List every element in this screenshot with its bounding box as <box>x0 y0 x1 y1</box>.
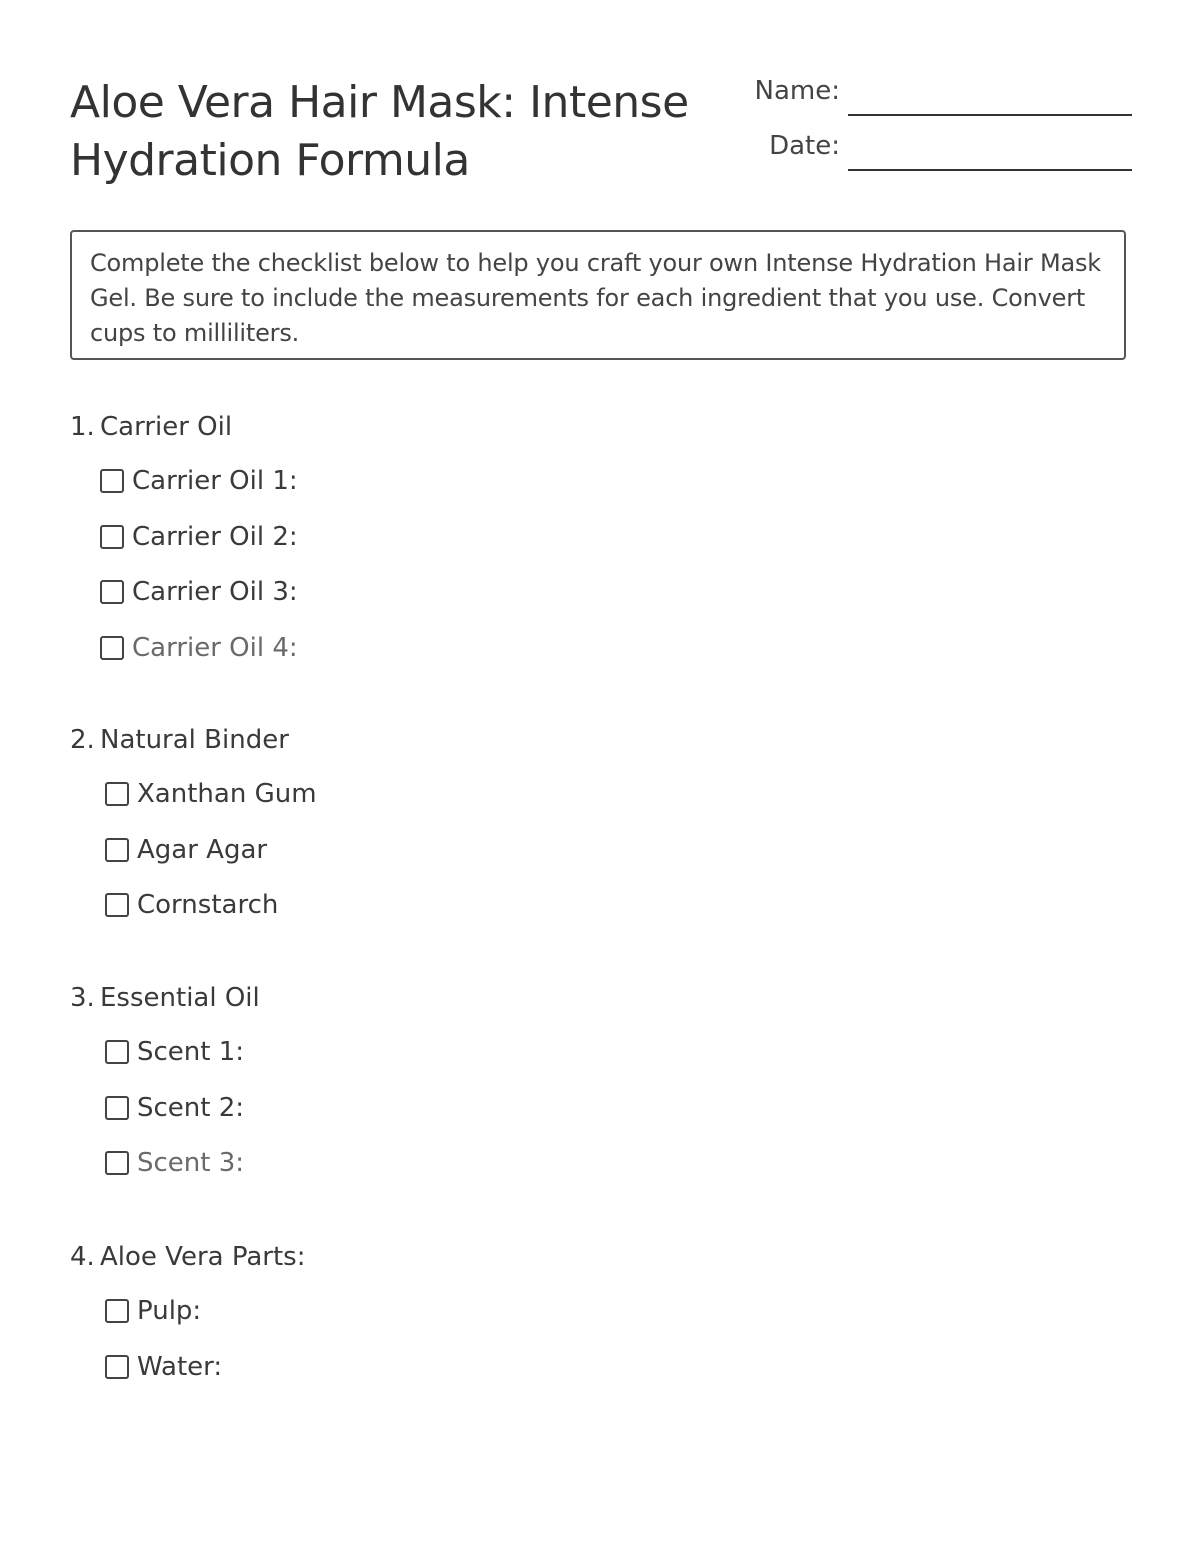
checkbox[interactable] <box>105 838 129 862</box>
section-carrier-oil <box>70 409 770 685</box>
checkbox[interactable] <box>105 1299 129 1323</box>
section-title: Natural Binder <box>100 725 289 755</box>
section-title: Aloe Vera Parts: <box>100 1242 306 1272</box>
checklist-item[interactable] <box>105 832 770 888</box>
checklist-item-label: Scent 2: <box>137 1092 245 1123</box>
checklist-item[interactable] <box>105 1090 770 1146</box>
section-number: 2. <box>70 725 95 755</box>
checkbox[interactable] <box>105 782 129 806</box>
checklist <box>70 1034 770 1201</box>
checklist <box>70 463 770 685</box>
checklist-item-label: Cornstarch <box>137 890 279 920</box>
checkbox[interactable] <box>105 1040 129 1064</box>
checklist-item-label: Carrier Oil 4: <box>132 632 298 663</box>
checklist-item[interactable] <box>100 519 770 575</box>
name-row <box>740 76 1132 116</box>
section-heading <box>70 722 770 758</box>
checklist-item[interactable] <box>100 630 770 686</box>
checklist-item[interactable] <box>105 887 770 943</box>
checkbox[interactable] <box>100 636 124 660</box>
checklist-item[interactable] <box>105 1034 770 1090</box>
section-heading <box>70 409 770 445</box>
section-title: Essential Oil <box>100 983 260 1013</box>
checkbox[interactable] <box>100 580 124 604</box>
section-heading <box>70 1239 770 1275</box>
checkbox[interactable] <box>100 525 124 549</box>
section-number: 3. <box>70 983 95 1013</box>
checklist <box>70 776 770 943</box>
date-label: Date: <box>769 131 840 161</box>
checkbox[interactable] <box>100 469 124 493</box>
checklist-item[interactable] <box>105 1293 770 1349</box>
date-field-line[interactable] <box>848 169 1132 171</box>
checklist-item-label: Agar Agar <box>137 834 268 865</box>
section-number: 4. <box>70 1242 95 1272</box>
checklist-item[interactable] <box>105 1349 770 1405</box>
date-row <box>740 131 1132 171</box>
name-field-line[interactable] <box>848 114 1132 116</box>
checklist-item-label: Xanthan Gum <box>137 779 317 809</box>
checkbox[interactable] <box>105 893 129 917</box>
name-label: Name: <box>754 76 840 106</box>
checkbox[interactable] <box>105 1355 129 1379</box>
checklist-item-label: Carrier Oil 3: <box>132 577 298 607</box>
checklist-item-label: Carrier Oil 1: <box>132 466 298 496</box>
checklist-item[interactable] <box>105 776 770 832</box>
checklist-item[interactable] <box>100 463 770 519</box>
checklist-item-label: Pulp: <box>137 1296 202 1326</box>
section-natural-binder <box>70 722 770 943</box>
section-title: Carrier Oil <box>100 412 233 442</box>
checkbox[interactable] <box>105 1096 129 1120</box>
checklist-item-label: Carrier Oil 2: <box>132 521 298 552</box>
section-essential-oil <box>70 980 770 1201</box>
checklist <box>70 1293 770 1404</box>
checklist-item-label: Scent 3: <box>137 1148 245 1178</box>
checkbox[interactable] <box>105 1151 129 1175</box>
section-heading <box>70 980 770 1016</box>
checklist-item[interactable] <box>100 574 770 630</box>
instructions-box: Complete the checklist below to help you craft your own Intense Hydration Hair Mask Gel. Be sure to include the measurements for each ingredient that you use. Convert cups to milliliters. <box>70 230 1126 360</box>
page-title: Aloe Vera Hair Mask: Intense Hydration Formula <box>70 77 689 186</box>
checklist-item-label: Water: <box>137 1351 223 1382</box>
checklist-item-label: Scent 1: <box>137 1037 245 1067</box>
section-number: 1. <box>70 412 95 442</box>
section-aloe-vera-parts <box>70 1239 770 1404</box>
checklist-item[interactable] <box>105 1145 770 1201</box>
